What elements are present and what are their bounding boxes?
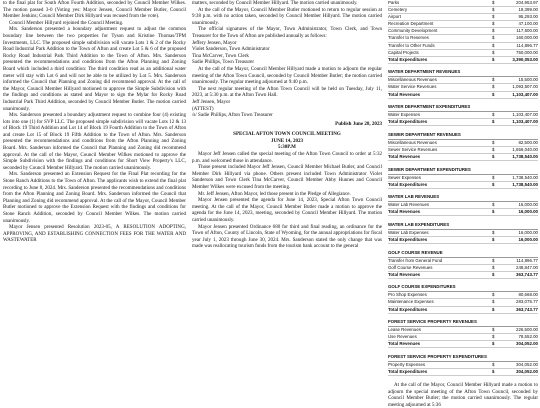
signatory-line: Jeff Jensen, Mayor [192,98,231,105]
row-label: Water Service Revenues [388,84,437,90]
row-label: Capital Projects [388,49,419,55]
amount-value: 82,500.00 [518,139,538,145]
total-row [388,182,538,189]
amount-value: 1,093,507.00 [512,84,538,90]
row-amount [492,112,538,118]
amount-value: 304,052.00 [516,341,538,347]
row-amount [492,209,538,215]
table-row [388,140,538,147]
row-amount [492,14,538,20]
row-amount [492,362,538,368]
currency-symbol: $ [492,119,495,125]
paragraph: At the call of the Mayor, Council Member Hillyard made a motion to adjourn the regular meeting of the Afton Town Council, seconded by Council Member Butler; the motion carried unanimously. The regular meeting adjourned at 9:40 p.m. [192,65,382,86]
amount-value: 16,000.00 [518,209,538,215]
section-spacer [388,126,538,131]
row-amount [492,0,538,6]
amount-value: 226,500.00 [516,327,538,333]
table-row [388,202,538,209]
table-row [388,43,538,50]
row-label: Golf Course Revenues [388,264,433,270]
paragraph: to the final plat for South Afton Fourth Addition, seconded by Council Member Wilkes. The motion passed 3-0 (Voting yes: Mayor Jensen, Council Member Butler, Council Member Jenkins; Council Member Dirk Hillyard was recused from the vote). [3,0,186,20]
row-amount [492,35,538,41]
row-label: Transfer from General Fund [388,257,443,263]
currency-symbol: $ [492,264,495,270]
column-2 [192,0,382,400]
currency-symbol: $ [492,368,495,374]
total-row [388,119,538,126]
amount-value: 95,293.00 [518,14,538,20]
currency-symbol: $ [492,28,495,34]
section-title: SEWER DEPARTMENT REVENUES [388,131,538,139]
amount-value: 1,103,407.00 [512,112,538,118]
row-label: Total Expenditures [388,56,428,62]
section-title: WATER LAB EXPENDITURES [388,221,538,229]
currency-symbol: $ [492,35,495,41]
row-amount [492,7,538,13]
currency-symbol: $ [492,49,495,55]
currency-symbol: $ [492,209,495,215]
amount-value: 1,103,407.00 [512,91,538,97]
table-row [388,0,538,7]
currency-symbol: $ [492,7,495,13]
amount-value: 78,552.00 [518,334,538,340]
paragraph: At the call of the Mayor, Council Member Butler motioned to return to regular session at 9:38 p.m. with no action taken, seconded by Council Member Hillyard. The motion carried unanimously. [192,6,382,26]
section-title: WATER LAB REVENUES [388,194,538,202]
amount-value: 16,000.00 [518,229,538,235]
row-label: Total Revenues [388,209,421,215]
amount-value: 1,738,540.00 [512,153,538,159]
table-row [388,292,538,299]
amount-value: 750,000.00 [516,49,538,55]
paragraph: Mrs. Sanderson presented a boundary adjustment request to adjust the common boundary line between the two properties for Tyson and Kristine Thomas/TPM Investments, LLC. The proposed simple subdivision will vacate Lots 1 & 2 of the Rocky Road Industrial Park Addition to the Town of Afton and create Lot 5 & 6 of the proposed Rocky Road Industrial Park Third Addition to the Town of Afton. Mrs. Sanderson presented the recommendations and conditions from the Afton Planning and Zoning Board which included a third condition: The third condition read as an additional water meter will stay with Lot 6 and will not be able to be utilized by Lot 5. Mrs. Sanderson informed the Council that Planning and Zoning did recommend approval. At the call of the Mayor, Council Member Hillyard motioned to approve the Simple Subdivision with the findings and conditions as stated and Mayor to sign the Mylar for Rocky Road Industrial Park Third Addition, seconded by Council Member Butler. The motion carried unanimously. [3,26,186,112]
amount-value: 47,100.00 [518,21,538,27]
publish-date: Publish June 28, 2023 [335,120,382,127]
section-spacer [388,189,538,194]
section-spacer [388,216,538,221]
row-amount [492,154,538,160]
row-amount [492,230,538,236]
total-row [388,237,538,244]
row-amount [492,43,538,49]
total-row [388,154,538,161]
column-1 [3,0,186,400]
currency-symbol: $ [492,202,495,208]
amount-value: 283,075.77 [516,299,538,305]
row-label: Community Development [388,28,438,34]
row-label: Maintenance Expenses [388,299,434,305]
row-label: Miscellaneous Revenues [388,139,437,145]
table-row [388,265,538,272]
row-label: Total Revenues [388,341,421,347]
row-label: Total Expenditures [388,368,428,374]
row-label: Use Revenues [388,334,417,340]
row-amount [492,50,538,56]
row-label: Transfer to Other Funds [388,42,435,48]
currency-symbol: $ [492,91,495,97]
amount-value: 19,399.00 [518,7,538,13]
row-amount [492,369,538,375]
section-spacer [388,314,538,319]
table-row [388,362,538,369]
row-amount [492,272,538,278]
section-title: WATER DEPARTMENT EXPENDITURES [388,104,538,112]
row-amount [492,258,538,264]
amount-value: 117,500.00 [516,28,538,34]
row-amount [492,292,538,298]
row-amount [492,119,538,125]
table-row [388,21,538,28]
row-amount [492,147,538,153]
section-spacer [388,99,538,104]
paragraph: Mayor Jensen presented Resolution 2023-05, A RESOLUTION ADOPTING, APPROVING, AND ESTABLISHING CONNECTION FEES FOR THE WATER AND WASTEWATER [3,224,186,244]
currency-symbol: $ [492,292,495,298]
meeting-date: JUNE 14, 2023 [270,137,304,144]
table-row [388,327,538,334]
paragraph: matters, seconded by Council Member Hillyard. The motion carried unanimously. [192,0,358,6]
amount-value: 16,000.00 [518,236,538,242]
row-amount [492,77,538,83]
amount-value: 1,656,040.00 [512,146,538,152]
amount-value: 304,052.00 [516,361,538,367]
currency-symbol: $ [492,21,495,27]
currency-symbol: $ [492,257,495,263]
row-label: Transfer to Reserves [388,35,429,41]
paragraph: Mrs. Sanderson presented a boundary adjustment request to combine four (4) existing lots into one (1) for SVP LLC. The proposed simple subdivision will vacate Lots 12 & 13 of Block 19 Third Addition and Lot 14 of Block 19 Fourth Addition to the Town of Afton and create Lot 15 of Block 19 Fifth Addition to the Town of Afton. Mrs. Sanderson presented the recommendations and conditions from the Afton Planning and Zoning Board. Mrs. Sanderson informed the Council that Planning and Zoning did recommend approval. At the call of the Mayor, Council Member Wilkes motioned to approve the Simple Subdivision with the findings and conditions for Short View Property's LLC, seconded by Council Member Hillyard. The motion carried unanimously. [3,112,186,171]
currency-symbol: $ [492,146,495,152]
table-row [388,84,538,91]
row-amount [492,21,538,27]
currency-symbol: $ [492,299,495,305]
paragraph: At the call of the Mayor, Council Member Hillyard made a motion to adjourn the special meeting of the Afton Town Council, seconded by Council Member Butler; the motion carried unanimously. The regular meeting adjourned at 5:36 [388,382,538,408]
row-amount [492,265,538,271]
currency-symbol: $ [492,341,495,347]
signatory-line: Sadie Phillips, Town Treasurer [192,59,255,66]
amount-value: 160,000.00 [516,35,538,41]
section-title: FOREST SERVICE PROPERTY EXPENDITURES [388,353,538,361]
section-spacer [388,244,538,249]
signatory-line: Violet Sanderson, Town Administrator [192,46,270,53]
row-label: Total Revenues [388,271,421,277]
total-row [388,307,538,314]
total-row [388,341,538,348]
total-row [388,92,538,99]
paragraph: The official signatures of the Mayor, Town Administrator, Town Clerk, and Town Treasurer for the Town of Afton are published annually as follows: [192,26,382,39]
currency-symbol: $ [492,229,495,235]
row-amount [492,299,538,305]
section-title: FOREST SERVICE PROPERTY REVENUES [388,319,538,327]
column-3 [388,0,538,408]
currency-symbol: $ [492,84,495,90]
currency-symbol: $ [492,153,495,159]
row-amount [492,84,538,90]
total-row [388,272,538,279]
row-label: Lease Revenues [388,327,421,333]
row-amount [492,140,538,146]
row-label: Total Revenues [388,91,421,97]
table-row [388,77,538,84]
amount-value: 363,743.77 [516,271,538,277]
row-amount [492,28,538,34]
currency-symbol: $ [492,181,495,187]
currency-symbol: $ [492,77,495,83]
table-row [388,175,538,182]
currency-symbol: $ [492,0,495,5]
budget-table [388,0,538,376]
section-spacer [388,161,538,166]
paragraph: Those present included Mayor Jeff Jensen, Council Member Michael Butler, and Council Member Dirk Hillyard via phone. Others present included Town Administrator Violet Sanderson and Town Clerk Tina McCarver, Council Member Abby Hunnes and Council Member Wilkes were excused from the meeting. [192,164,382,191]
row-amount [492,334,538,340]
section-title: WATER DEPARTMENT REVENUES [388,69,538,77]
row-label: Miscellaneous Revenues [388,77,437,83]
row-label: Sewer Expenses [388,174,421,180]
row-label: Airport [388,14,401,20]
row-label: Total Expenditures [388,181,428,187]
amount-value: 304,052.00 [516,368,538,374]
row-label: Cemetery [388,7,408,13]
amount-value: 1,103,407.00 [512,119,538,125]
paragraph: Mayor Jensen presented the agenda for June 14, 2023, Special Afton Town Council meeting. At the call of the Mayor, Council Member Butler made a motion to approve the agenda for the June 14, 2023, meeting, seconded by Council Member Hillyard. The motion carried unanimously. [192,197,382,223]
currency-symbol: $ [492,14,495,20]
row-label: Sewer Service Revenues [388,146,438,152]
row-label: Water Lab Expenses [388,229,429,235]
amount-value: 114,896.77 [516,42,538,48]
signatory-line: Tina McCarver, Town Clerk [192,52,249,59]
row-amount [492,92,538,98]
row-amount [492,237,538,243]
meeting-time: 5:30P.M [278,144,296,151]
section-spacer [388,348,538,353]
row-label: Parks [388,0,400,5]
row-label: Total Expenditures [388,236,428,242]
amount-value: 1,738,540.00 [512,174,538,180]
amount-value: 248,847.00 [516,264,538,270]
signatory-line: Jeffery Jensen, Mayor [192,39,237,46]
table-row [388,230,538,237]
row-label: Pro Shop Expenses [388,292,427,298]
currency-symbol: $ [492,306,495,312]
table-row [388,258,538,265]
table-row [388,14,538,21]
section-title: GOLF COURSE EXPENDITURES [388,284,538,292]
currency-symbol: $ [492,56,495,62]
table-row [388,147,538,154]
row-label: Recreation Department [388,21,434,27]
currency-symbol: $ [492,334,495,340]
currency-symbol: $ [492,42,495,48]
amount-value: 80,668.00 [518,292,538,298]
paragraph: Council Member Hillyard rejoined the Council Meeting. [9,19,124,26]
table-row [388,35,538,42]
row-amount [492,307,538,313]
amount-value: 16,000.00 [518,202,538,208]
signatory-line: (ATTEST) [192,105,214,112]
row-amount [492,327,538,333]
section-spacer [388,279,538,284]
paragraph: Mayor Jeff Jensen called the special meeting of the Afton Town Council to order at 5:32 p.m. and welcomed those in attendance. [192,151,382,164]
paragraph: Mrs. Sanderson presented an Extension Request for the Final Plat recording for the Stone Ranch Additions to the Town of Afton. The applicants wish to extend the final plat recording to June 8, 2024. Mrs. Sanderson presented the recommendations and conditions from the Afton Planning and Zoning Board. Mrs. Sanderson informed the Council that Planning and Zoning did recommend approval. At the call of the Mayor, Council Member Butler motioned to approve the Extension Request with the findings and conditions for Stone Ranch Addition, seconded by Council Member Wilkes. The motion carried unanimously. [3,171,186,224]
row-amount [492,175,538,181]
table-row [388,7,538,14]
amount-value: 363,743.77 [516,306,538,312]
section-title: GOLF COURSE REVENUE [388,249,538,257]
amount-value: 15,500.00 [518,77,538,83]
section-title: SEWER DEPARTMENT EXPENDITURES [388,166,538,174]
currency-symbol: $ [492,174,495,180]
amount-value: 1,738,540.00 [512,181,538,187]
paragraph: Mr. Jeff Jensen, Afton Mayor, led those present in the Pledge of Allegiance. [198,190,351,197]
row-amount [492,182,538,188]
table-row [388,299,538,306]
amount-value: 204,953.97 [516,0,538,5]
row-amount [492,341,538,347]
table-row [388,50,538,57]
row-label: Water Expenses [388,112,421,118]
total-row [388,209,538,216]
signatory-line: /s/ Sadie Phillips, Afton Town Treasurer [192,112,273,119]
total-row [388,57,538,64]
table-row [388,334,538,341]
currency-symbol: $ [492,236,495,242]
currency-symbol: $ [492,139,495,145]
row-label: Total Revenues [388,153,421,159]
row-label: Total Expenditures [388,119,428,125]
row-amount [492,57,538,63]
currency-symbol: $ [492,112,495,118]
row-label: Water Lab Revenues [388,202,430,208]
row-label: Total Expenditures [388,306,428,312]
amount-value: 3,390,053.00 [512,56,538,62]
amount-value: 114,896.77 [516,257,538,263]
table-row [388,112,538,119]
table-row [388,28,538,35]
paragraph: Mayor Jensen presented Ordinance 680 for third and final reading, an ordinance for the Town of Afton, County of Lincoln, State of Wyoming, for the annual appropriations for fiscal year July 1, 2023 through June 30, 2024. Mrs. Sanderson stated the only change that was made was reallocating tourism funds from the tourism bank account to the general [192,223,382,250]
row-label: Property Expenses [388,361,426,367]
section-spacer [388,64,538,69]
currency-symbol: $ [492,271,495,277]
currency-symbol: $ [492,327,495,333]
paragraph: The next regular meeting of the Afton Town Council will be held on Tuesday, July 11, 2023, at 5:30 p.m. at the Afton Town Hall. [192,85,382,99]
meeting-title: SPECIAL AFTON TOWN COUNCIL MEETING [233,131,341,138]
currency-symbol: $ [492,361,495,367]
total-row [388,369,538,376]
row-amount [492,202,538,208]
